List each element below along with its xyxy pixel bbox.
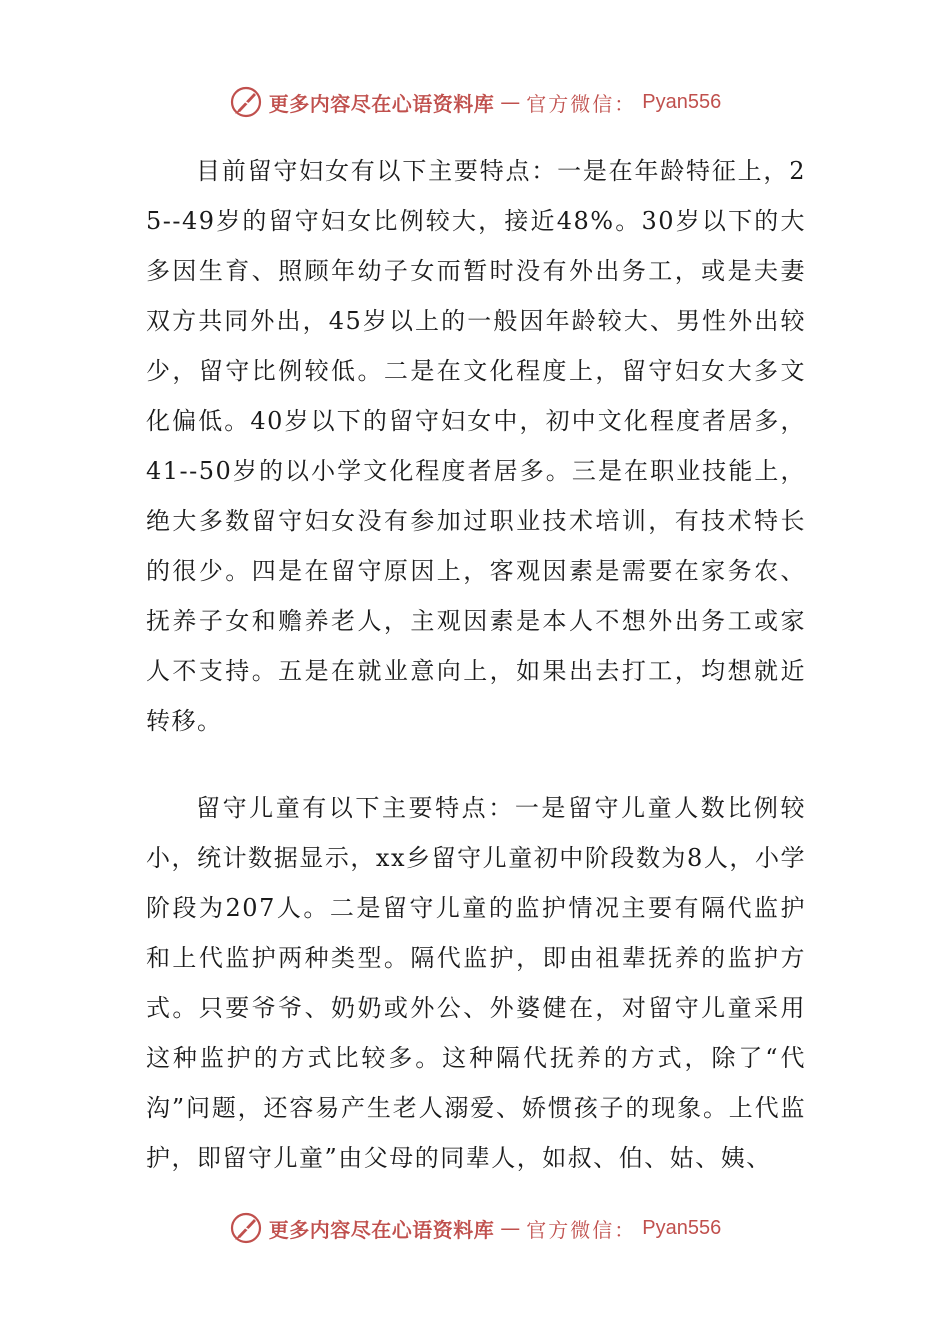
site-name: 更多内容尽在心语资料库 xyxy=(268,1217,495,1242)
wechat-label: 官方微信： xyxy=(526,91,637,116)
document-body xyxy=(146,146,806,1183)
separator-dash: — xyxy=(500,1216,521,1240)
footer-banner xyxy=(0,1208,950,1248)
quill-pen-seal-icon xyxy=(229,85,263,119)
paragraph-left-behind-women: 目前留守妇女有以下主要特点：一是在年龄特征上，25--49岁的留守妇女比例较大，接近48%。30岁以下的大多因生育、照顾年幼子女而暂时没有外出务工，或是夫妻双方共同外出，45岁以上的一般因年龄较大、男性外出较少，留守比例较低。二是在文化程度上，留守妇女大多文化偏低。40岁以下的留守妇女中，初中文化程度者居多，41--50岁的以小学文化程度者居多。三是在职业技能上，绝大多数留守妇女没有参加过职业技术培训，有技术特长的很少。四是在留守原因上，客观因素是需要在家务农、抚养子女和赡养老人，主观因素是本人不想外出务工或家人不支持。五是在就业意向上，如果出去打工，均想就近转移。 xyxy=(146,157,806,735)
header-banner xyxy=(0,82,950,122)
paragraph-left-behind-children: 留守儿童有以下主要特点：一是留守儿童人数比例较小，统计数据显示，xx乡留守儿童初中阶段数为8人，小学阶段为207人。二是留守儿童的监护情况主要有隔代监护和上代监护两种类型。隔代监护，即由祖辈抚养的监护方式。只要爷爷、奶奶或外公、外婆健在，对留守儿童采用这种监护的方式比较多。这种隔代抚养的方式，除了“代沟”问题，还容易产生老人溺爱、娇惯孩子的现象。上代监护，即留守儿童”由父母的同辈人，如叔、伯、姑、姨、 xyxy=(146,794,806,1172)
separator-dash: — xyxy=(500,90,521,114)
wechat-id: Pyan556 xyxy=(642,1216,722,1239)
site-name: 更多内容尽在心语资料库 xyxy=(268,91,495,116)
quill-pen-seal-icon xyxy=(229,1211,263,1245)
wechat-label: 官方微信： xyxy=(526,1217,637,1242)
wechat-id: Pyan556 xyxy=(642,90,722,113)
